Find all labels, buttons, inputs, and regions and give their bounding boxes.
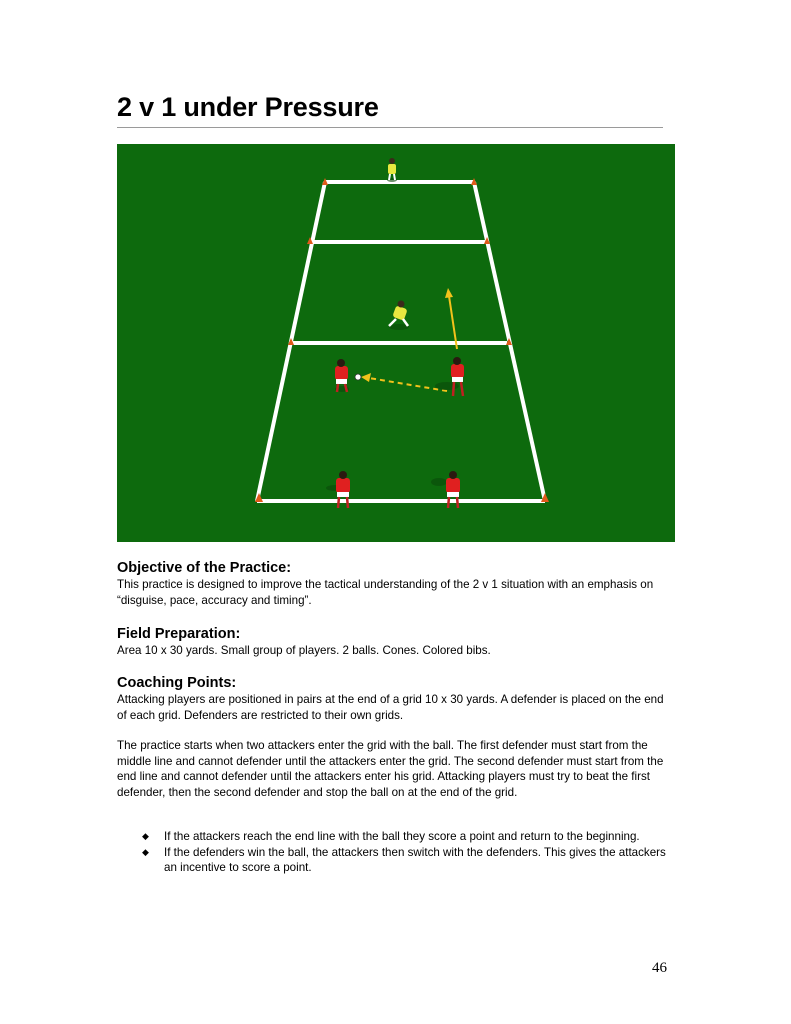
objective-section bbox=[117, 560, 673, 608]
run-arrow-head bbox=[445, 288, 453, 298]
field-prep-section bbox=[117, 626, 673, 659]
cones bbox=[255, 178, 549, 502]
attacker-left bbox=[335, 359, 349, 392]
page-number: 46 bbox=[652, 960, 667, 976]
coaching-paragraph-1: Attacking players are positioned in pairs at the end of a grid 10 x 30 yards. A defender is placed on the end of each grid. Defenders are restricted to their own grids. bbox=[117, 693, 664, 722]
coaching-paragraph-2: The practice starts when two attackers enter the grid with the ball. The first defender must start from the middle line and cannot defender until the attackers enter the grid. The second defender must start from the end line and cannot defender until the attackers enter his grid. Attacking players must try to beat the first defender, then the second defender and stop the ball on at the end of the grid. bbox=[117, 739, 664, 799]
bullet-icon: ◆ bbox=[142, 831, 149, 841]
bullet-text: If the attackers reach the end line with the ball they score a point and return to the beginning. bbox=[164, 830, 640, 843]
list-item bbox=[140, 845, 675, 876]
bullet-icon: ◆ bbox=[142, 846, 149, 857]
coaching-heading: Coaching Points: bbox=[117, 675, 237, 691]
bullet-text: If the defenders win the ball, the attackers then switch with the defenders. This gives the attackers an incentive to score a point. bbox=[164, 845, 666, 874]
attacker-right bbox=[435, 357, 464, 396]
coaching-section bbox=[117, 675, 673, 800]
field-prep-text: Area 10 x 30 yards. Small group of players. 2 balls. Cones. Colored bibs. bbox=[117, 644, 491, 657]
title-divider bbox=[117, 127, 663, 128]
defender-far bbox=[387, 158, 397, 182]
pass-arrow bbox=[369, 378, 447, 391]
pass-arrow-head bbox=[361, 373, 371, 382]
defender-middle bbox=[389, 301, 409, 331]
field-diagram-svg bbox=[117, 144, 675, 542]
objective-text: This practice is designed to improve the tactical understanding of the 2 v 1 situation with an emphasis on “disguise, pace, accuracy and timing”. bbox=[117, 578, 654, 607]
objective-heading: Objective of the Practice: bbox=[117, 560, 292, 576]
field-diagram bbox=[117, 144, 675, 542]
coaching-bullets bbox=[140, 829, 675, 876]
movement-arrows bbox=[361, 288, 457, 391]
list-item bbox=[140, 829, 675, 845]
ball bbox=[355, 374, 361, 380]
field-prep-heading: Field Preparation: bbox=[117, 626, 241, 642]
field-lines bbox=[257, 182, 545, 501]
page-title: 2 v 1 under Pressure bbox=[117, 92, 379, 122]
